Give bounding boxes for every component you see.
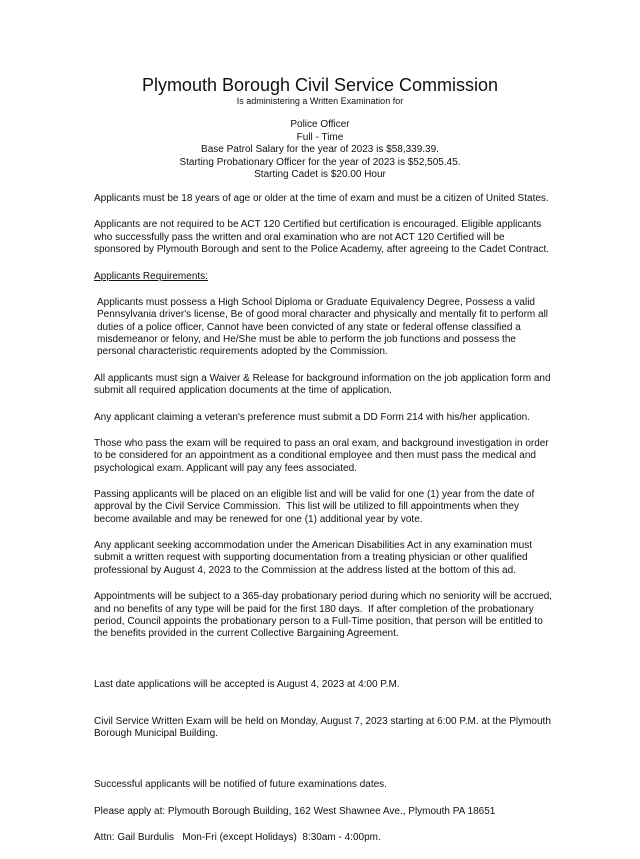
requirements-paragraph: Applicants must possess a High School Diploma or Graduate Equivalency Degree, Possess a valid Pennsylvania driver's license, Be of good moral character and physically and mentally fit to perform all duties of a police officer, Cannot have been convicted of any state or federal offense classified a misdemeanor or felony, and He/She must be able to perform the job functions and possess the personal characteristic requirements adopted by the Commission. <box>97 297 551 358</box>
deadline-paragraph <box>94 655 554 766</box>
document-subtitle: Is administering a Written Examination for <box>236 96 404 106</box>
act120-paragraph: Applicants are not required to be ACT 120 Certified but certification is encouraged. Eligible applicants who successfully pass the written and oral examination who are not ACT 120 Certified will be sponsored by Plymouth Borough and sent to the Police Academy, after agreeing to the Cadet Contract. <box>94 219 550 256</box>
cadet-salary: Starting Cadet is $20.00 Hour <box>254 169 386 180</box>
ada-paragraph: Any applicant seeking accommodation under the American Disabilities Act in any examination must submit a written request with supporting documentation from a treating physician or other qualified professional by August 4, 2023 to the Commission at the address listed at the bottom of this ad. <box>94 540 535 576</box>
document-title: Plymouth Borough Civil Service Commission <box>141 75 499 95</box>
probationary-salary: Starting Probationary Officer for the year of 2023 is $52,505.45. <box>179 156 461 168</box>
requirements-heading: Applicants Requirements: <box>94 270 208 282</box>
probation-paragraph: Appointments will be subject to a 365-day probationary period during which no seniority will be accrued, and no benefits of any type will be paid for the first 180 days. If after completion of the probationary period, Council appoints the probationary person to a Full-Time position, that person will be entitled to the benefits provided in the current Collective Bargaining Agreement. <box>94 591 555 640</box>
eligible-list-paragraph: Passing applicants will be placed on an eligible list and will be valid for one (1) year from the date of approval by the Civil Service Commission. This list will be utilized to fill appointments when they become available and may be renewed for one (1) additional year by vote. <box>94 489 538 525</box>
veteran-paragraph: Any applicant claiming a veteran's preference must submit a DD Form 214 with his/her application. <box>94 411 531 423</box>
application-deadline: Last date applications will be accepted is August 4, 2023 at 4:00 P.M. <box>94 679 400 691</box>
position-type: Full - Time <box>296 131 344 143</box>
attention-contact: Attn: Gail Burdulis Mon-Fri (except Holidays) 8:30am - 4:00pm. <box>94 832 381 844</box>
base-salary: Base Patrol Salary for the year of 2023 is $58,339.39. <box>201 144 439 155</box>
waiver-paragraph: All applicants must sign a Waiver & Release for background information on the job application form and submit all required application documents at the time of application. <box>94 372 554 397</box>
position-details <box>0 119 640 182</box>
oral-exam-paragraph: Those who pass the exam will be required to pass an oral exam, and background investigation in order to be considered for an appointment as a conditional employee and then must pass the medical and psychological exam. Applicant will pay any fees associated. <box>94 437 552 474</box>
notified-paragraph: Successful applicants will be notified of future examinations dates. <box>94 779 387 791</box>
apply-address: Please apply at: Plymouth Borough Building, 162 West Shawnee Ave., Plymouth PA 18651 <box>94 805 496 817</box>
age-paragraph: Applicants must be 18 years of age or older at the time of exam and must be a citizen of United States. <box>94 193 549 204</box>
position-title: Police Officer <box>290 119 350 130</box>
document-body <box>94 193 554 859</box>
exam-date: Civil Service Written Exam will be held on Monday, August 7, 2023 starting at 6:00 P.M. at the Plymouth Borough Municipal Building. <box>94 716 554 740</box>
